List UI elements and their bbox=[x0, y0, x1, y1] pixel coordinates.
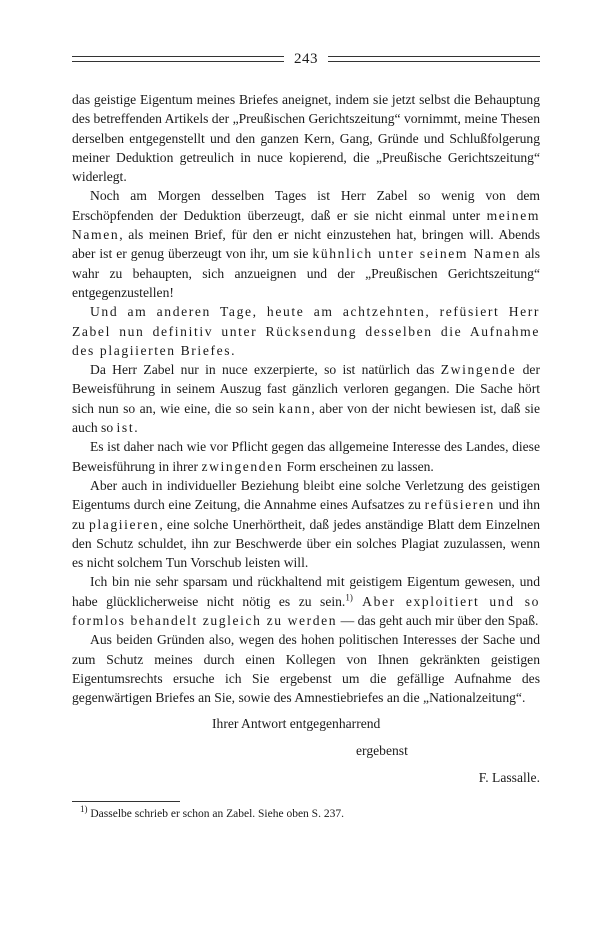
text-run: und ihn zu bbox=[72, 497, 540, 532]
text-run: — das geht auch mir über den Spaß. bbox=[337, 613, 539, 629]
page-header bbox=[72, 48, 540, 70]
text-run: der Beweisführung in seinem Auszug fast gänzlich verloren gegangen. Die Sache hört sich nun so an, wie eine, die so sein bbox=[72, 362, 540, 416]
text-run: Aber auch in individueller Beziehung bleibt eine solche Verletzung des geistigen Eigentums durch eine Zeitung, die Annahme eines Aufsatzes zu bbox=[72, 477, 540, 513]
letter-closing bbox=[72, 714, 540, 788]
text-run: Form erscheinen zu lassen. bbox=[283, 458, 434, 474]
footnote-reference: 1) bbox=[345, 592, 353, 603]
header-rule-right bbox=[328, 56, 540, 62]
text-run: Da Herr Zabel nur in nuce exzerpierte, so ist natürlich das bbox=[90, 362, 441, 378]
spaced-emphasis: Und am anderen Tage, heute am achtzehnten, refüsiert Herr Zabel nun definitiv unter Rücksendung desselben die Aufnahme des plagiierten Briefes. bbox=[72, 304, 540, 358]
text-run: . bbox=[134, 420, 138, 436]
text-run: Ich bin nie sehr sparsam und rückhaltend mit geistigem Eigentum gewesen, und habe glücklicherweise nicht nötig es zu sein. bbox=[72, 574, 540, 609]
book-page bbox=[72, 48, 540, 820]
paragraph bbox=[72, 476, 540, 572]
text-run: Aus beiden Gründen also, wegen des hohen politischen Interesses der Sache und zum Schutz meines durch einen Kollegen von Ihnen gekränkten geistigen Eigentumsrechts ersuche ich Sie ergebenst um die gefällige Aufnahme des gegenwärtigen Briefes an Sie, sowie des Amnestiebriefes an die „Nationalzeitung“. bbox=[72, 632, 540, 706]
footnote bbox=[72, 804, 540, 821]
spaced-emphasis: Aber exploitiert und so formlos behandelt zugleich zu werden bbox=[72, 593, 540, 629]
spaced-emphasis: zwingenden bbox=[201, 458, 284, 474]
signature: F. Lassalle. bbox=[478, 770, 540, 786]
spaced-emphasis: kühnlich unter seinem Namen bbox=[312, 246, 521, 262]
paragraph bbox=[72, 630, 540, 707]
text-run: , aber von der nicht bewiesen ist, daß sie auch so bbox=[72, 400, 540, 436]
spaced-emphasis: refüsieren bbox=[424, 497, 495, 513]
footnote-rule bbox=[72, 801, 180, 802]
text-run: , eine solche Unerhörtheit, daß jedes anständige Blatt dem Einzelnen den Schutz schuldet, ihn zur Beschwerde über ein solches Plagiat zuzulassen, wenn es nicht solchem Tun Vorschub leisten will. bbox=[72, 516, 540, 571]
paragraph bbox=[72, 572, 540, 630]
paragraph bbox=[72, 437, 540, 476]
paragraph bbox=[72, 302, 540, 360]
footnote-mark: 1) bbox=[80, 804, 88, 815]
spaced-emphasis: kann bbox=[278, 400, 312, 416]
letter-body bbox=[72, 90, 540, 708]
spaced-emphasis: meinem Namen bbox=[72, 207, 540, 243]
spaced-emphasis: plagiieren bbox=[88, 516, 160, 532]
paragraph bbox=[72, 90, 540, 186]
text-run: als wahr zu behaupten, sich anzueignen und der „Preußischen Gerichtszeitung“ entgegenzustellen! bbox=[72, 246, 540, 300]
text-run: Noch am Morgen desselben Tages ist Herr Zabel so wenig von dem Erschöpfenden der Deduktion überzeugt, daß er sie nicht einmal unter bbox=[72, 188, 540, 223]
header-rule-left bbox=[72, 56, 284, 62]
footnote-text: Dasselbe schrieb er schon an Zabel. Siehe oben S. 237. bbox=[90, 808, 344, 821]
regards-word: ergebenst bbox=[356, 742, 408, 758]
paragraph bbox=[72, 186, 540, 302]
text-run: Es ist daher nach wie vor Pflicht gegen das allgemeine Interesse des Landes, diese Beweisführung in ihrer bbox=[72, 439, 540, 474]
text-run: , als meinen Brief, für den er nicht einzustehen hat, bringen will. Abends aber ist er genug überzeugt von ihr, um sie bbox=[72, 227, 540, 262]
spaced-emphasis: Zwingende bbox=[440, 362, 517, 378]
paragraph bbox=[72, 360, 540, 437]
text-run: das geistige Eigentum meines Briefes aneignet, indem sie jetzt selbst die Behauptung des betreffenden Artikels der „Preußischen Gerichtszeitung“ vornimmt, meine Thesen derselben entgegenstellt und den ganzen Kern, Gang, Gründe und Schlußfolgerung meiner Deduktion getreulich in nuce kopierend, die „Preußische Gerichtszeitung“ widerlegt. bbox=[72, 92, 540, 185]
page-number: 243 bbox=[294, 50, 318, 67]
closing-phrase: Ihrer Antwort entgegenharrend bbox=[212, 715, 381, 731]
spaced-emphasis: ist bbox=[116, 420, 135, 436]
